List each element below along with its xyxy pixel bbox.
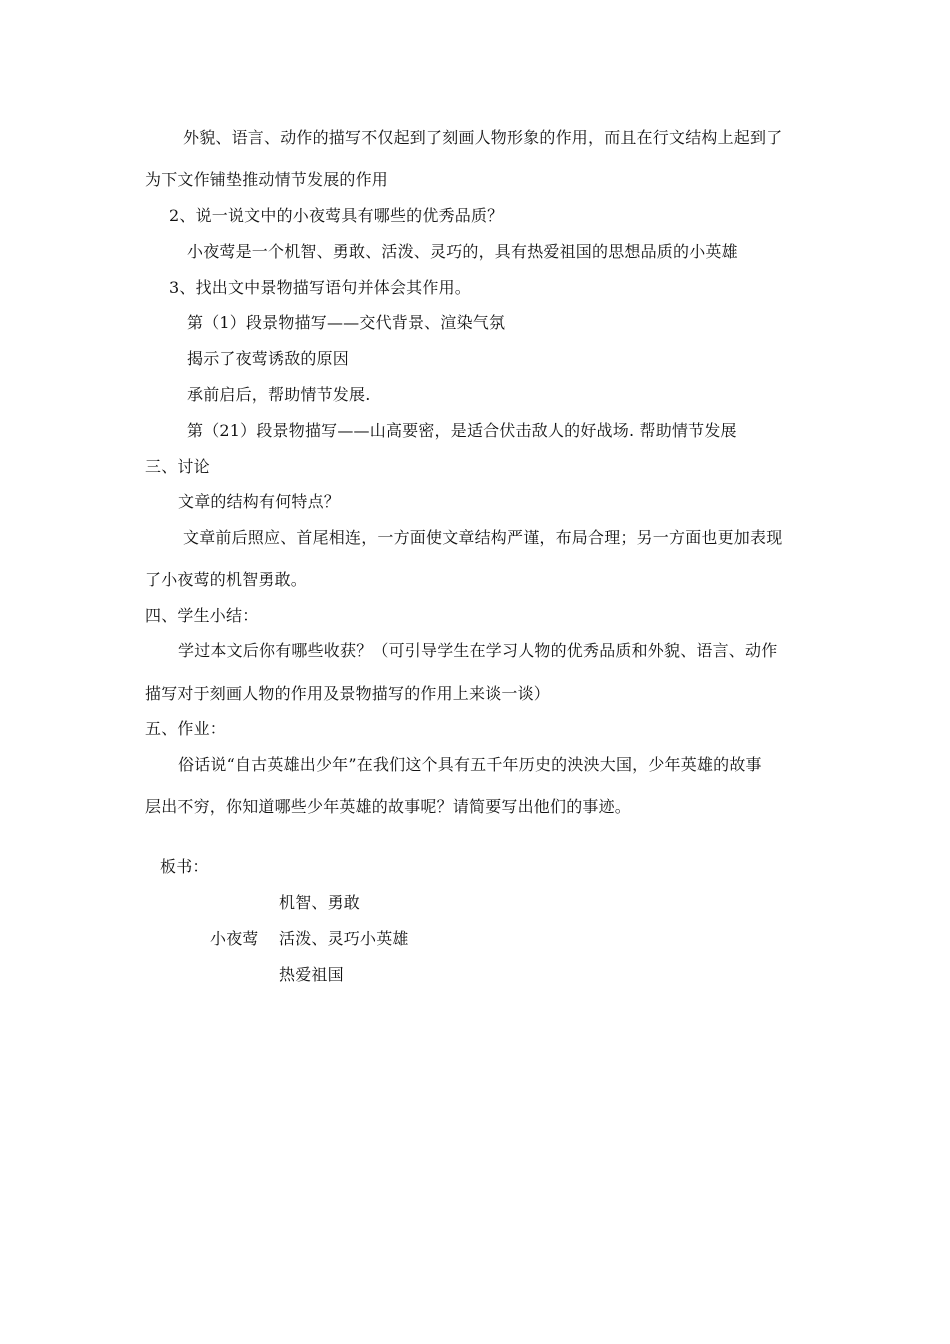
- answer-3-line: 揭示了夜莺诱敌的原因: [187, 349, 350, 368]
- answer-3-line: 承前启后，帮助情节发展.: [187, 385, 371, 404]
- paragraph-line: 了小夜莺的机智勇敢。: [145, 570, 308, 589]
- paragraph-line: 描写对于刻画人物的作用及景物描写的作用上来谈一谈）: [145, 684, 551, 703]
- answer-3-line: 第（21）段景物描写——山高要密，是适合伏击敌人的好战场. 帮助情节发展: [187, 421, 737, 440]
- paragraph-line: 层出不穷，你知道哪些少年英雄的故事呢？请简要写出他们的事迹。: [145, 797, 632, 816]
- discussion-question: 文章的结构有何特点？: [178, 492, 341, 511]
- answer-3-line: 第（1）段景物描写——交代背景、渲染气氛: [187, 313, 506, 332]
- paragraph-line: 学过本文后你有哪些收获？（可引导学生在学习人物的优秀品质和外貌、语言、动作: [178, 641, 778, 660]
- section-heading-summary: 四、学生小结：: [145, 606, 259, 625]
- blackboard-item: 活泼、灵巧小英雄: [279, 929, 409, 948]
- answer-2: 小夜莺是一个机智、勇敢、活泼、灵巧的，具有热爱祖国的思想品质的小英雄: [187, 242, 738, 261]
- question-2: 2、说一说文中的小夜莺具有哪些的优秀品质？: [169, 206, 504, 225]
- blackboard-item: 热爱祖国: [279, 965, 344, 984]
- blackboard-item: 机智、勇敢: [279, 893, 361, 912]
- section-heading-homework: 五、作业：: [145, 719, 227, 738]
- paragraph-line: 外貌、语言、动作的描写不仅起到了刻画人物形象的作用，而且在行文结构上起到了: [183, 128, 783, 147]
- paragraph-line: 俗话说“自古英雄出少年”在我们这个具有五千年历史的泱泱大国，少年英雄的故事: [178, 755, 762, 774]
- blackboard-heading: 板书：: [160, 857, 209, 876]
- paragraph-line: 文章前后照应、首尾相连，一方面使文章结构严谨，布局合理；另一方面也更加表现: [183, 528, 783, 547]
- section-heading-discussion: 三、讨论: [145, 457, 210, 476]
- paragraph-line: 为下文作铺垫推动情节发展的作用: [145, 170, 389, 189]
- question-3: 3、找出文中景物描写语句并体会其作用。: [169, 278, 471, 297]
- blackboard-subject: 小夜莺: [210, 929, 259, 948]
